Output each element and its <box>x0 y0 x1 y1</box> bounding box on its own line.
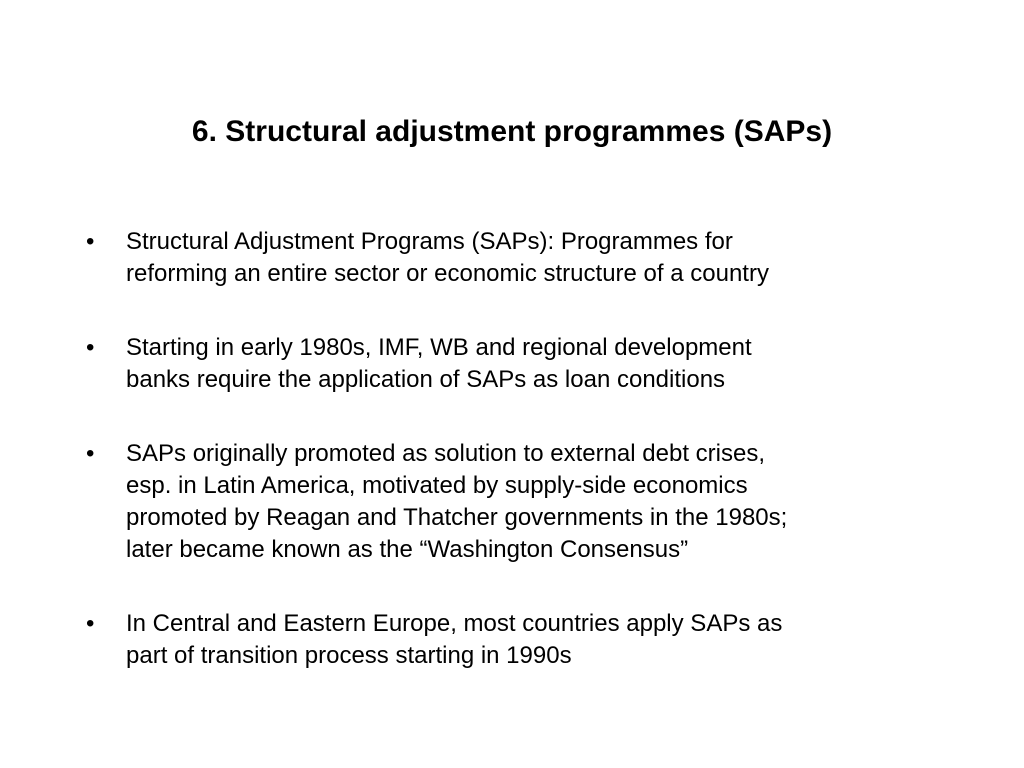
bullet-text <box>126 438 946 566</box>
bullet-line: banks require the application of SAPs as loan conditions <box>126 366 726 393</box>
bullet-line: In Central and Eastern Europe, most countries apply SAPs as <box>126 610 783 637</box>
bullet-line: later became known as the “Washington Consensus” <box>126 536 689 563</box>
bullet-line: reforming an entire sector or economic structure of a country <box>126 260 769 287</box>
bullet-line: Starting in early 1980s, IMF, WB and regional development <box>126 334 752 361</box>
bullet-item-3 <box>86 438 946 566</box>
bullet-line: esp. in Latin America, motivated by supply-side economics <box>126 472 748 499</box>
bullet-line: promoted by Reagan and Thatcher governments in the 1980s; <box>126 504 788 531</box>
bullet-item-1 <box>86 226 946 290</box>
bullet-text <box>126 608 946 672</box>
bullet-list <box>86 226 946 714</box>
bullet-item-4 <box>86 608 946 672</box>
bullet-item-2 <box>86 332 946 396</box>
bullet-icon: • <box>86 334 95 361</box>
bullet-line: SAPs originally promoted as solution to external debt crises, <box>126 440 765 467</box>
bullet-line: Structural Adjustment Programs (SAPs): Programmes for <box>126 228 733 255</box>
bullet-line: part of transition process starting in 1990s <box>126 642 572 669</box>
bullet-text <box>126 332 946 396</box>
bullet-text <box>126 226 946 290</box>
slide-title: 6. Structural adjustment programmes (SAPs) <box>191 115 833 148</box>
bullet-icon: • <box>86 610 95 637</box>
bullet-icon: • <box>86 440 95 467</box>
bullet-icon: • <box>86 228 95 255</box>
